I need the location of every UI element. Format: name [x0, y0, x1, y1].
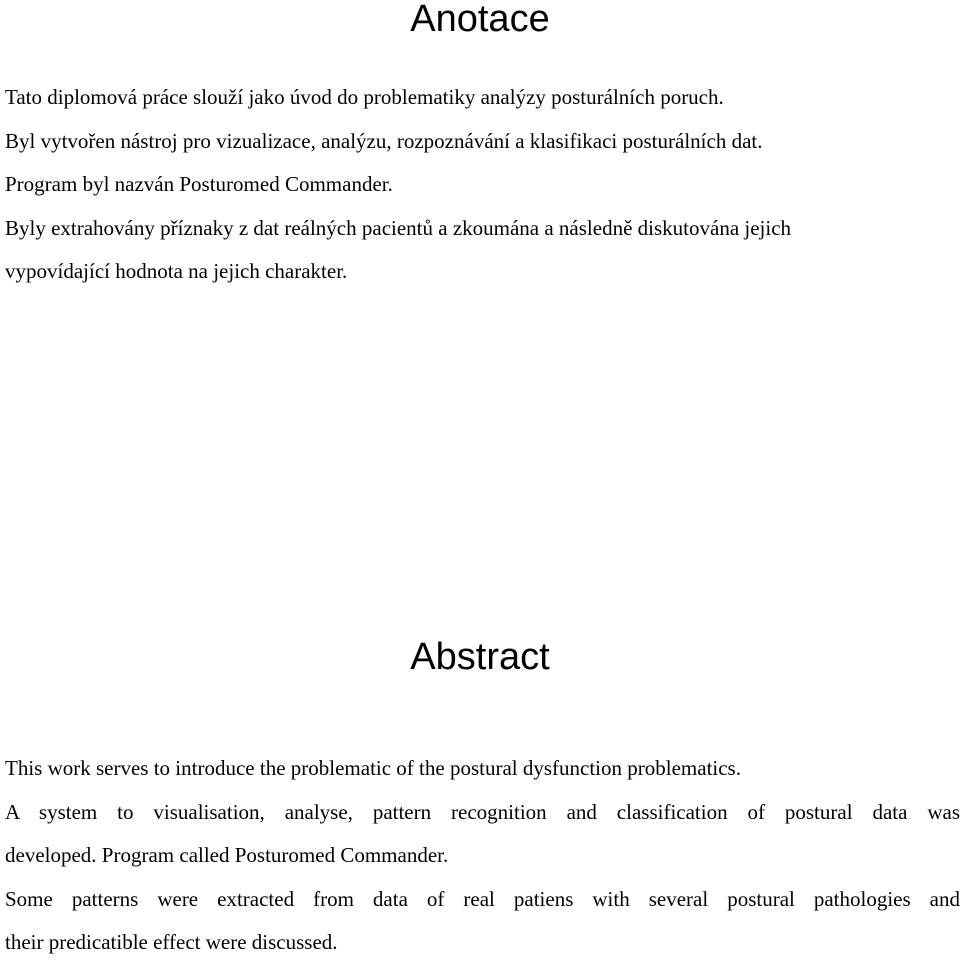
anotace-line: Program byl nazván Posturomed Commander.: [5, 172, 393, 197]
abstract-line: A system to visualisation, analyse, pattern recognition and classification of postural data was: [5, 799, 960, 824]
abstract-paragraph: [5, 747, 960, 965]
abstract-line: Some patterns were extracted from data of real patiens with several postural pathologies and: [5, 886, 960, 911]
anotace-paragraph: [5, 76, 960, 294]
anotace-line: Tato diplomová práce slouží jako úvod do problematiky analýzy posturálních poruch.: [5, 85, 724, 109]
anotace-line: Byly extrahovány příznaky z dat reálných pacientů a zkoumána a následně diskutována jejich: [5, 215, 792, 240]
abstract-line: their predicatible effect were discussed.: [5, 930, 338, 955]
anotace-heading: Anotace: [410, 0, 550, 40]
abstract-line: This work serves to introduce the problematic of the postural dysfunction problematics.: [5, 756, 741, 780]
anotace-line: vypovídající hodnota na jejich charakter.: [5, 259, 348, 284]
abstract-line: developed. Program called Posturomed Commander.: [5, 843, 449, 868]
abstract-heading: Abstract: [410, 636, 550, 678]
anotace-line: Byl vytvořen nástroj pro vizualizace, analýzu, rozpoznávání a klasifikaci posturálních dat.: [5, 128, 763, 153]
